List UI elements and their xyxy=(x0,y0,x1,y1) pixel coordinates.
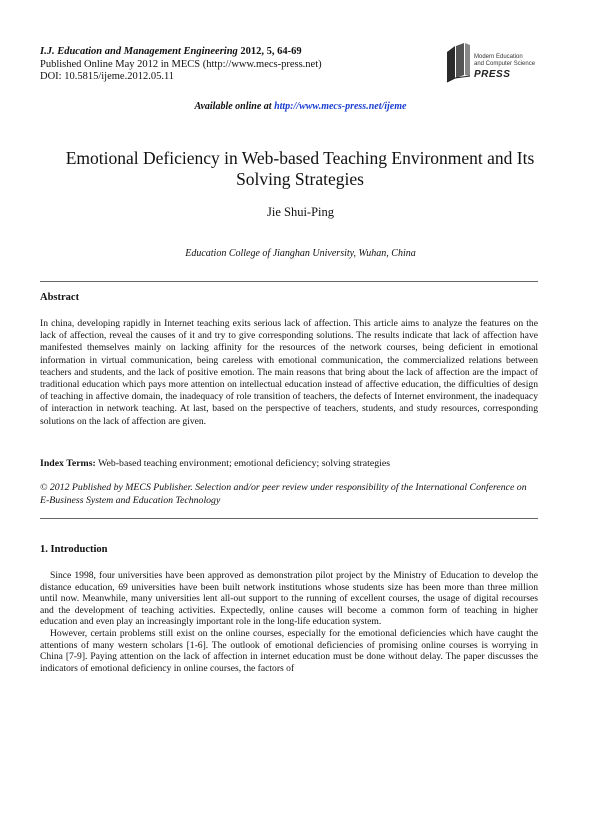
introduction-body xyxy=(40,570,538,674)
paper-title: Emotional Deficiency in Web-based Teaching Environment and Its Solving Strategies xyxy=(65,148,535,189)
publisher-logo xyxy=(444,42,554,84)
logo-press: PRESS xyxy=(474,69,511,80)
author: Jie Shui-Ping xyxy=(266,205,335,219)
abstract-text: In china, developing rapidly in Internet teaching exits serious lack of affection. This article aims to analyze the features on the lack of affection, reveal the causes of it and try to give corresponding solutions. The results indicate that lack of affection have manifested themselves mainly on lacking affinity for the resources of the network courses, being deficient in emotional information in virtual communication, being careless with emotional communication, the commercialized relations between teachers and students, and the lack of positive emotion. The main reasons that bring about the lack of affection are the impact of traditional education which pays more attention on intellectual education instead of affective education, the difficulties of design of teaching in affective domain, the inadequacy of role transition of teachers, the defects of Internet environment, the inadequacy of interaction in network teaching. At last, based on the perspective of teachers, students, and study resources, corresponding solutions on the lack of affection are given. xyxy=(40,318,538,427)
logo-text xyxy=(474,54,535,67)
divider-bottom xyxy=(40,518,538,519)
journal-citation xyxy=(40,46,322,59)
journal-name: I.J. Education and Management Engineering xyxy=(40,46,238,57)
published-line: Published Online May 2012 in MECS (http://www.mecs-press.net) xyxy=(40,58,322,70)
available-online xyxy=(0,101,601,112)
doi-line: DOI: 10.5815/ijeme.2012.05.11 xyxy=(40,71,175,82)
index-terms xyxy=(40,458,538,470)
copyright-notice: © 2012 Published by MECS Publisher. Selection and/or peer review under responsibility of the International Conference on E-Business System and Education Technology xyxy=(40,482,527,506)
logo-line-1: Modern Education xyxy=(474,54,523,60)
journal-issue: 2012, 5, 64-69 xyxy=(237,46,302,57)
index-terms-text: Web-based teaching environment; emotional deficiency; solving strategies xyxy=(95,458,391,469)
abstract-heading: Abstract xyxy=(40,292,80,303)
intro-paragraph-1: Since 1998, four universities have been approved as demonstration pilot project by the Ministry of Education to develop the distance education, 69 universities have been built network institutions whose students size has been more than three million until now. Meanwhile, many universities lent all-out support to the running of excellent courses, the usage of digital recourses and the development of teaching activities. Expectedly, online causes will become a common form of teaching in higher education and even play an increasingly important role in the long-life education system. xyxy=(40,570,538,628)
books-icon xyxy=(444,42,472,84)
available-prefix: Available online at xyxy=(194,101,275,112)
logo-line-2: and Computer Science xyxy=(474,60,536,67)
journal-header xyxy=(40,46,322,84)
introduction-heading: 1. Introduction xyxy=(40,544,108,555)
divider-top xyxy=(40,281,538,282)
journal-url-link[interactable]: http://www.mecs-press.net/ijeme xyxy=(274,101,407,112)
intro-paragraph-2: However, certain problems still exist on the online courses, especially for the emotional deficiencies which have caught the attentions of many western scholars [1-6]. The outlook of emotional deficiencies of promising online courses is worrying in China [7-9]. Paying attention on the lack of affection in internet education must be done without delay. The paper discusses the indicators of emotional deficiency in online courses, the factors of xyxy=(40,627,538,674)
index-terms-label: Index Terms: xyxy=(40,458,96,469)
affiliation: Education College of Jianghan University, Wuhan, China xyxy=(185,248,416,259)
